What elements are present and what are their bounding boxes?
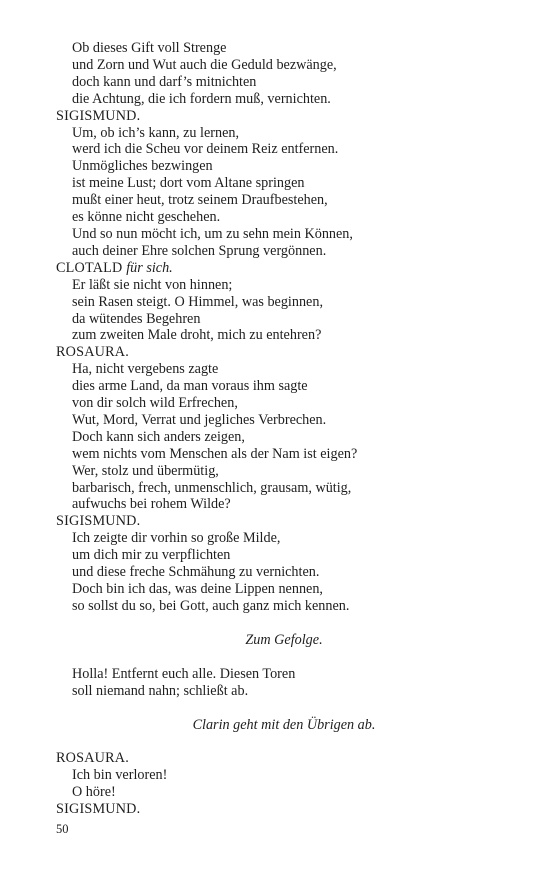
verse-line: von dir solch wild Erfrechen, bbox=[72, 395, 238, 412]
verse-line: so sollst du so, bei Gott, auch ganz mich kennen. bbox=[72, 597, 350, 614]
speaker-label: SIGISMUND. bbox=[56, 801, 141, 818]
verse-line: Er läßt sie nicht von hinnen; bbox=[72, 276, 233, 293]
stage-aside: für sich. bbox=[126, 259, 173, 276]
verse-line: mußt einer heut, trotz seinem Draufbestehen, bbox=[72, 192, 328, 209]
speaker-label: SIGISMUND. bbox=[56, 513, 141, 530]
blank-line bbox=[56, 615, 496, 632]
speaker-label: ROSAURA. bbox=[56, 344, 129, 361]
blank-line bbox=[56, 649, 496, 666]
verse-line: dies arme Land, da man voraus ihm sagte bbox=[72, 378, 308, 395]
verse-line: Wut, Mord, Verrat und jegliches Verbrechen. bbox=[72, 411, 327, 428]
speaker-label: CLOTALD bbox=[56, 259, 123, 276]
page-number: 50 bbox=[56, 822, 69, 836]
verse-line: Ich zeigte dir vorhin so große Milde, bbox=[72, 530, 281, 547]
verse-line: da wütendes Begehren bbox=[72, 310, 201, 327]
blank-line bbox=[56, 700, 496, 717]
verse-line: wem nichts vom Menschen als der Nam ist eigen? bbox=[72, 445, 358, 462]
verse-line: ist meine Lust; dort vom Altane springen bbox=[72, 175, 305, 192]
verse-line: Um, ob ich’s kann, zu lernen, bbox=[72, 124, 240, 141]
verse-line: soll niemand nahn; schließt ab. bbox=[72, 682, 249, 699]
blank-line bbox=[56, 733, 496, 750]
speaker-label: SIGISMUND. bbox=[56, 107, 141, 124]
verse-line: doch kann und darf’s mitnichten bbox=[72, 73, 257, 90]
verse-line: Holla! Entfernt euch alle. Diesen Toren bbox=[72, 665, 296, 682]
verse-line: und Zorn und Wut auch die Geduld bezwänge, bbox=[72, 56, 337, 73]
speaker-label: ROSAURA. bbox=[56, 750, 129, 767]
verse-line: Wer, stolz und übermütig, bbox=[72, 462, 219, 479]
verse-line: zum zweiten Male droht, mich zu entehren? bbox=[72, 327, 322, 344]
verse-line: sein Rasen steigt. O Himmel, was beginnen, bbox=[72, 293, 323, 310]
speaker-name bbox=[56, 513, 496, 530]
speaker-name bbox=[56, 108, 496, 125]
verse-line: Ob dieses Gift voll Strenge bbox=[72, 40, 227, 56]
verse-line: die Achtung, die ich fordern muß, vernichten. bbox=[72, 90, 331, 107]
verse-line: Ich bin verloren! bbox=[72, 767, 168, 784]
drama-text bbox=[56, 40, 496, 818]
speaker-name bbox=[56, 260, 496, 277]
verse-line: es könne nicht geschehen. bbox=[72, 209, 221, 226]
verse-line: um dich mir zu verpflichten bbox=[72, 547, 231, 564]
verse-line: Doch bin ich das, was deine Lippen nennen, bbox=[72, 581, 323, 597]
verse-line: Ha, nicht vergebens zagte bbox=[72, 361, 219, 378]
verse-line: werd ich die Scheu vor deinem Reiz entfernen. bbox=[72, 141, 339, 158]
verse-line: und diese freche Schmähung zu vernichten. bbox=[72, 564, 320, 581]
verse-line: auch deiner Ehre solchen Sprung vergönnen. bbox=[72, 242, 327, 259]
stage-direction: Clarin geht mit den Übrigen ab. bbox=[192, 716, 376, 733]
verse-line: barbarisch, frech, unmenschlich, grausam, wütig, bbox=[72, 479, 352, 496]
verse-line: Doch kann sich anders zeigen, bbox=[72, 428, 245, 445]
speaker-name bbox=[56, 750, 496, 767]
verse-line: O höre! bbox=[72, 784, 116, 801]
verse-line: Unmögliches bezwingen bbox=[72, 158, 213, 175]
speaker-name bbox=[56, 801, 496, 818]
verse-line: aufwuchs bei rohem Wilde? bbox=[72, 496, 231, 513]
verse-line: Und so nun möcht ich, um zu sehn mein Können, bbox=[72, 225, 353, 242]
speaker-name bbox=[56, 344, 496, 361]
stage-direction: Zum Gefolge. bbox=[245, 631, 323, 648]
